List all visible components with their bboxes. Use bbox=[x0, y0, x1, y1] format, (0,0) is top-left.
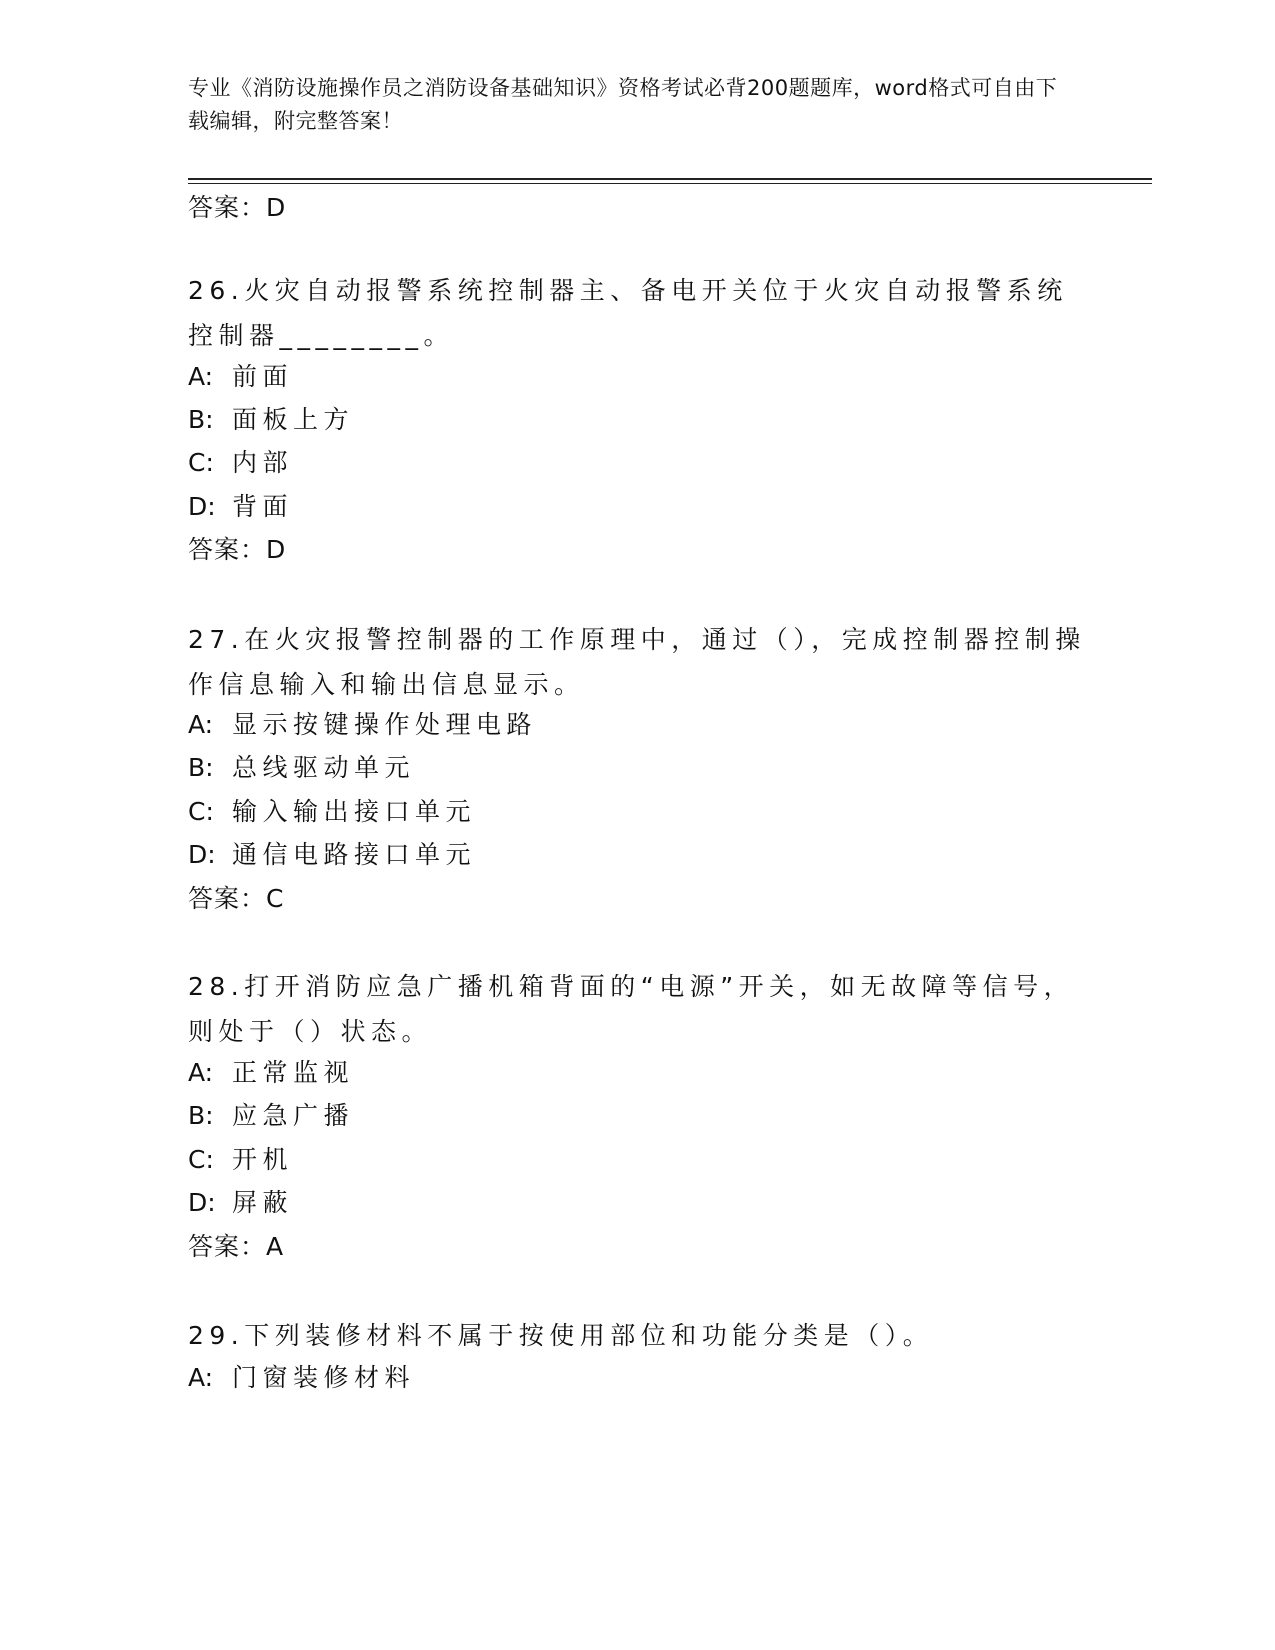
option-letter: A: bbox=[188, 1363, 214, 1392]
option-text: 前面 bbox=[232, 362, 294, 391]
question-27-option-c bbox=[188, 797, 476, 827]
option-text: 门窗装修材料 bbox=[232, 1363, 416, 1392]
question-28-option-a bbox=[188, 1058, 354, 1088]
question-26-answer: 答案：D bbox=[188, 535, 287, 564]
option-letter: D: bbox=[188, 1188, 216, 1217]
question-29-option-a bbox=[188, 1363, 415, 1393]
document-header: 专业《消防设施操作员之消防设备基础知识》资格考试必背200题题库，word格式可自由下载编辑，附完整答案！ bbox=[188, 76, 1058, 133]
option-text: 显示按键操作处理电路 bbox=[232, 710, 538, 739]
option-text: 正常监视 bbox=[232, 1058, 355, 1087]
option-letter: A: bbox=[188, 362, 214, 391]
question-28-answer: 答案：A bbox=[188, 1232, 285, 1261]
option-text: 背面 bbox=[232, 492, 294, 521]
option-letter: A: bbox=[188, 1058, 214, 1087]
option-letter: D: bbox=[188, 840, 216, 869]
option-text: 面板上方 bbox=[232, 405, 355, 434]
option-letter: C: bbox=[188, 448, 214, 477]
header-divider-thick bbox=[188, 178, 1152, 180]
option-letter: A: bbox=[188, 710, 214, 739]
option-letter: B: bbox=[188, 405, 214, 434]
question-26-option-c bbox=[188, 448, 293, 478]
option-text: 输入输出接口单元 bbox=[232, 797, 477, 826]
option-letter: B: bbox=[188, 753, 214, 782]
option-text: 通信电路接口单元 bbox=[232, 840, 477, 869]
question-28-text: 28.打开消防应急广播机箱背面的“电源”开关，如无故障等信号，则处于（）状态。 bbox=[188, 972, 1075, 1046]
question-27-option-b bbox=[188, 753, 415, 783]
question-27-option-d bbox=[188, 840, 476, 870]
option-letter: C: bbox=[188, 1145, 214, 1174]
answer-prev: 答案：D bbox=[188, 193, 287, 222]
option-text: 开机 bbox=[232, 1145, 294, 1174]
option-letter: B: bbox=[188, 1101, 214, 1130]
option-text: 内部 bbox=[232, 448, 294, 477]
header-divider-thin bbox=[188, 183, 1152, 184]
question-27-text: 27.在火灾报警控制器的工作原理中，通过（），完成控制器控制操作信息输入和输出信息显示。 bbox=[188, 625, 1086, 699]
option-letter: D: bbox=[188, 492, 216, 521]
question-28-option-c bbox=[188, 1145, 293, 1175]
question-26-option-a bbox=[188, 362, 293, 392]
question-28-option-d bbox=[188, 1188, 293, 1218]
option-text: 总线驱动单元 bbox=[232, 753, 416, 782]
option-text: 屏蔽 bbox=[232, 1188, 294, 1217]
question-27-answer: 答案：C bbox=[188, 884, 285, 913]
question-28-option-b bbox=[188, 1101, 354, 1131]
option-letter: C: bbox=[188, 797, 214, 826]
option-text: 应急广播 bbox=[232, 1101, 355, 1130]
question-29-text: 29.下列装修材料不属于按使用部位和功能分类是（）。 bbox=[188, 1321, 934, 1350]
question-26-option-d bbox=[188, 492, 293, 522]
question-26-option-b bbox=[188, 405, 354, 435]
question-27-option-a bbox=[188, 710, 537, 740]
question-26-text: 26.火灾自动报警系统控制器主、备电开关位于火灾自动报警系统控制器________。 bbox=[188, 276, 1068, 350]
